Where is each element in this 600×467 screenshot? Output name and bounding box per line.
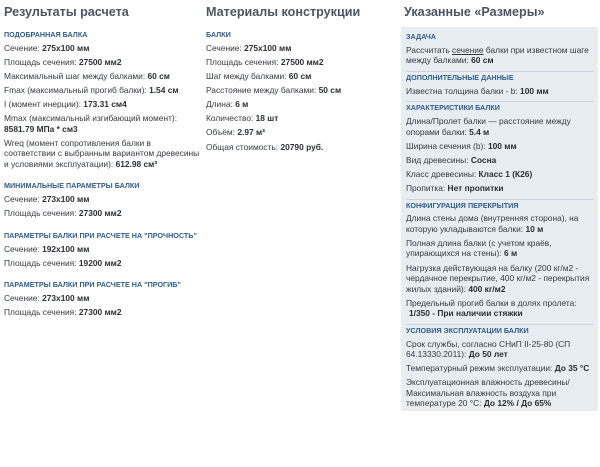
- section-chars-title: ХАРАКТЕРИСТИКИ БАЛКИ: [406, 103, 500, 113]
- line-section: Сечение: 273x100 мм: [4, 293, 90, 304]
- line-section: Сечение: 275x100 мм: [206, 42, 292, 53]
- section-extra-title: ДОПОЛНИТЕЛЬНЫЕ ДАННЫЕ: [406, 72, 514, 82]
- section-usage-title: УСЛОВИЯ ЭКСПЛУАТАЦИИ БАЛКИ: [406, 325, 529, 335]
- section-strength-title: ПАРАМЕТРЫ БАЛКИ ПРИ РАСЧЕТЕ НА "ПРОЧНОСТЬ": [4, 230, 197, 240]
- section-link[interactable]: сечение: [452, 44, 484, 55]
- results-column: [4, 0, 200, 318]
- line-quantity: Количество: 18 шт: [206, 113, 279, 124]
- line-section: Сечение: 275x100 мм: [4, 42, 90, 53]
- line-service-life: Срок службы, согласно СНиП II-25-80 (СП 64.13330.2011): До 50 лет: [406, 338, 571, 360]
- line-load: Нагрузка действующая на балку (200 кг/м2 - чердачное перекрытие, 400 кг/м2 - перекрытия жилых зданий): 400 кг/м2: [406, 262, 590, 294]
- section-selected-beam: [4, 43, 200, 170]
- results-title: Результаты расчета: [4, 5, 129, 19]
- line-section: Сечение: 273x100 мм: [4, 194, 90, 205]
- section-min-params: [4, 194, 200, 219]
- line-area: Площадь сечения: 19200 мм2: [4, 257, 122, 268]
- section-config-title: КОНФИГУРАЦИЯ ПЕРЕКРЫТИЯ: [406, 200, 519, 210]
- section-selected-beam-title: ПОДОБРАННАЯ БАЛКА: [4, 30, 88, 39]
- line-impregnation: Пропитка: Нет пропитки: [406, 183, 504, 193]
- line-wreq: Wreq (момент сопротивления балки в соответствии с выбранным вариантом древесины и условиями эксплуатации): 612.98 см³: [4, 137, 200, 169]
- line-area: Площадь сечения: 27300 мм2: [4, 208, 122, 219]
- line-fmax: Fmax (максимальный прогиб балки): 1.54 см: [4, 85, 179, 96]
- section-strength: [4, 244, 200, 269]
- section-deflection: [4, 293, 200, 318]
- section-task-title: ЗАДАЧА: [406, 32, 436, 41]
- line-area: Площадь сечения: 27300 мм2: [4, 307, 122, 318]
- task-text: Рассчитать сечение балки при известном шаге между балками: 60 см: [406, 44, 589, 66]
- section-beams-title: БАЛКИ: [206, 30, 231, 39]
- line-length: Длина: 6 м: [206, 99, 249, 110]
- line-wood-type: Вид древесины: Сосна: [406, 154, 497, 165]
- line-step: Шаг между балками: 60 см: [206, 71, 312, 82]
- line-volume: Объём: 2.97 м³: [206, 127, 265, 138]
- line-inertia: I (момент инерции): 173.31 см4: [4, 99, 127, 110]
- section-beams: [206, 43, 392, 152]
- line-mmax: Mmax (максимальный изгибающий момент): 8581.79 МПа * см3: [4, 113, 178, 134]
- line-full-length: Полная длина балки (с учетом краёв, упирающихся на стены): 6 м: [406, 237, 552, 259]
- section-deflection-title: ПАРАМЕТРЫ БАЛКИ ПРИ РАСЧЕТЕ НА "ПРОГИБ": [4, 280, 181, 290]
- line-wood-class: Класс древесины: Класс 1 (К26): [406, 168, 533, 179]
- line-wall-length: Длина стены дома (внутренняя сторона), на которую укладываются балки: 10 м: [406, 213, 579, 234]
- line-max-step: Максимальный шаг между балками: 60 см: [4, 71, 170, 82]
- line-known-thickness: Известна толщина балки - b: 100 мм: [406, 85, 549, 96]
- line-section: Сечение: 192x100 мм: [4, 243, 90, 254]
- line-deflection-limit: Предельный прогиб балки в долях пролета: 1/350 - При наличии стяжки: [406, 297, 577, 319]
- line-area: Площадь сечения: 27500 мм2: [4, 56, 122, 67]
- line-area: Площадь сечения: 27500 мм2: [206, 56, 324, 67]
- specified-sizes-title: Указанные «Размеры»: [404, 5, 545, 19]
- specified-sizes-column: [404, 0, 598, 411]
- section-min-params-title: МИНИМАЛЬНЫЕ ПАРАМЕТРЫ БАЛКИ: [4, 181, 140, 191]
- line-width: Ширина сечения (b): 100 мм: [406, 140, 517, 151]
- line-temperature: Температурный режим эксплуатации: До 35 °С: [406, 363, 590, 374]
- line-humidity: Эксплуатационная влажность древесины/ Максимальная влажность воздуха при температуре 20 °С: До 12% / До 65%: [406, 377, 570, 409]
- line-distance: Расстояние между балками: 50 см: [206, 85, 342, 96]
- line-total-cost: Общая стоимость: 20790 руб.: [206, 141, 324, 152]
- materials-column: [206, 0, 392, 152]
- task-box: [401, 27, 598, 411]
- line-span: Длина/Пролет балки — расстояние между опорами балки: 5.4 м: [406, 116, 571, 137]
- materials-title: Материалы конструкции: [206, 5, 361, 19]
